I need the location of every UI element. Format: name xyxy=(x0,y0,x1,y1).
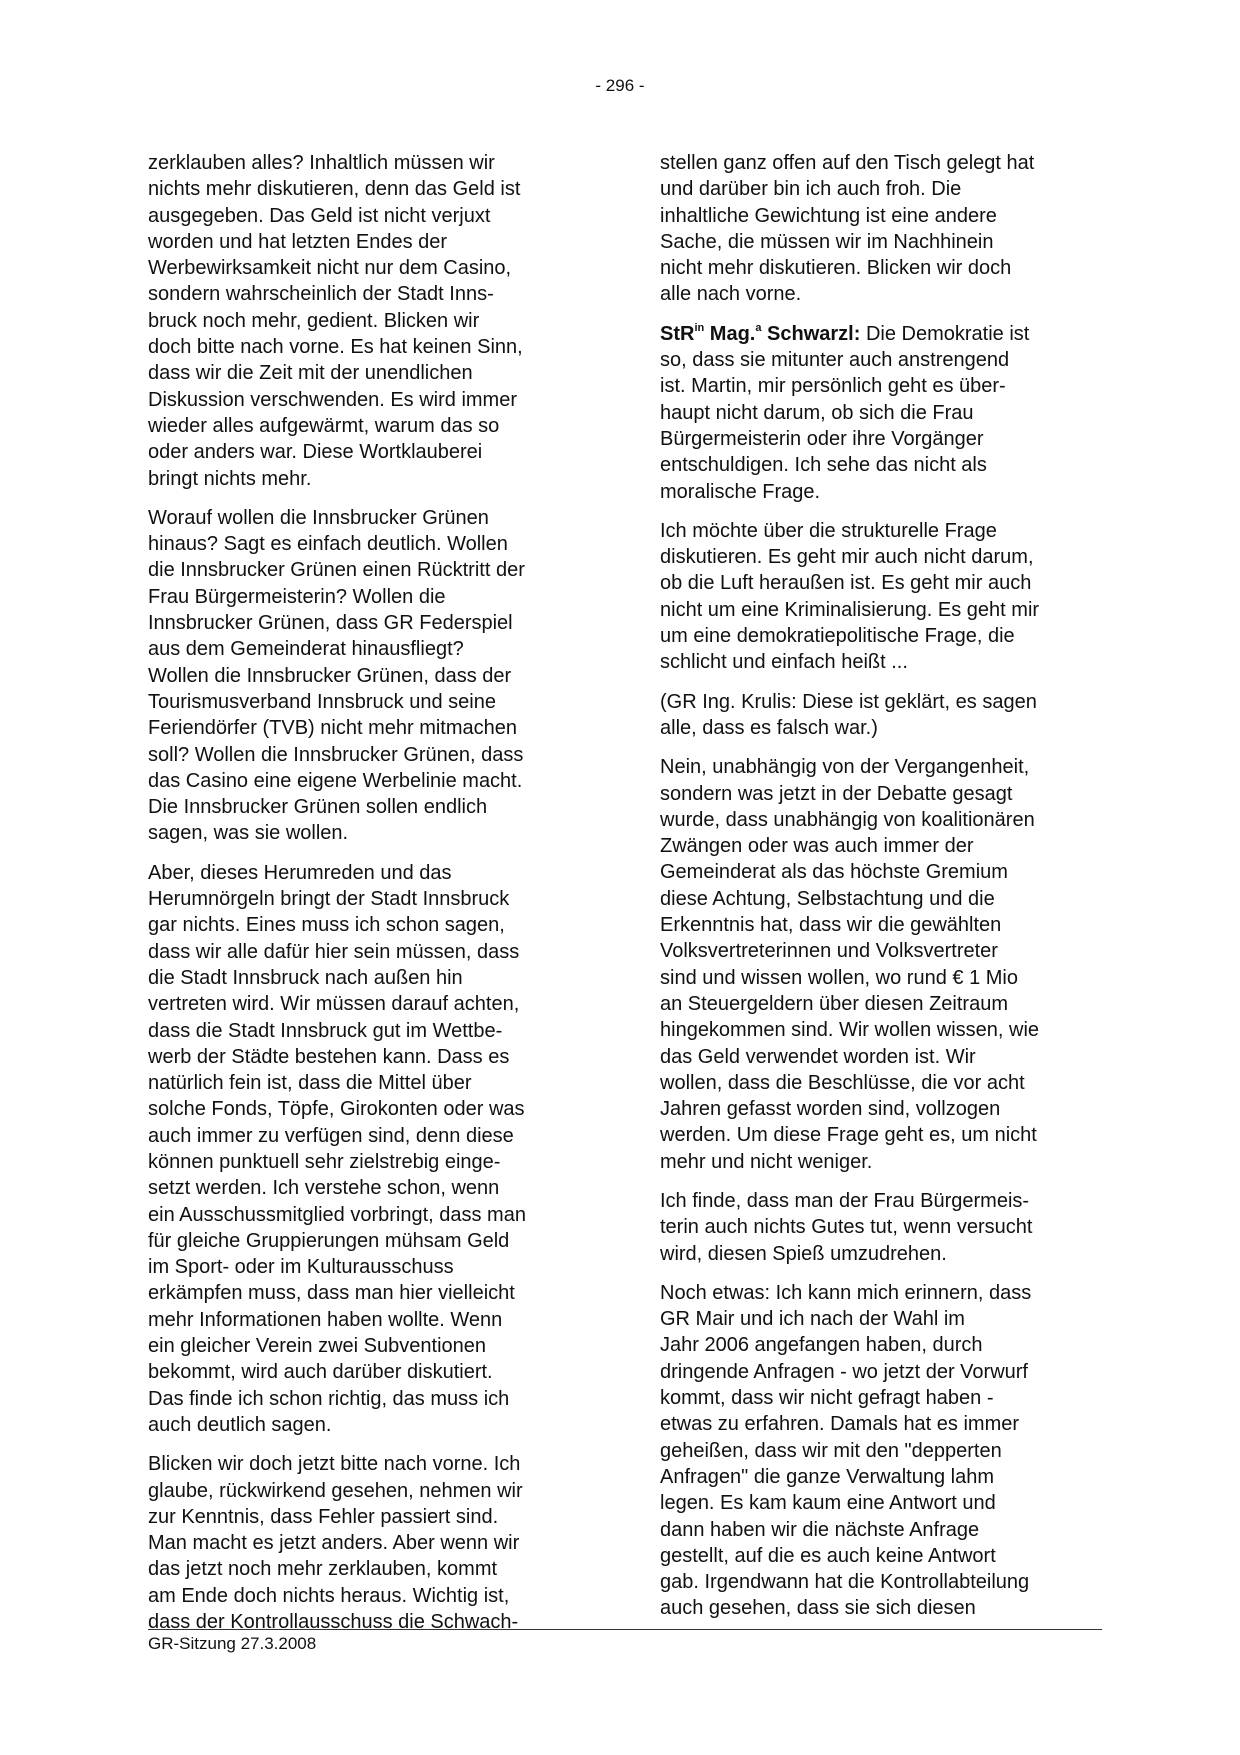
paragraph: zerklauben alles? Inhaltlich müssen wir nichts mehr diskutieren, denn das Geld ist ausgegeben. Das Geld ist nicht verjuxt worden und hat letzten Endes der Werbewirksamkeit nicht nur dem Casino, sondern wahrscheinlich der Stadt Inns- bruck noch mehr, gedient. Blicken wir doch bitte nach vorne. Es hat keinen Sinn, dass wir die Zeit mit der unendlichen Diskussion verschwenden. Es wird immer wieder alles aufgewärmt, warum das so oder anders war. Diese Wortklauberei bringt nichts mehr. xyxy=(148,152,523,490)
speech-text: Die Demokratie ist so, dass sie mitunter auch anstrengend ist. Martin, mir persönlich geht es über- haupt nicht darum, ob sich die Frau Bürgermeisterin oder ihre Vorgänger entschuldigen. Ich sehe das nicht als moralische Frage. xyxy=(660,322,1030,503)
speaker-paragraph xyxy=(660,321,1102,505)
footer-divider xyxy=(148,1629,1102,1630)
paragraph: stellen ganz offen auf den Tisch gelegt hat und darüber bin ich auch froh. Die inhaltliche Gewichtung ist eine andere Sache, die müssen wir im Nachhinein nicht mehr diskutieren. Blicken wir doch alle nach vorne. xyxy=(660,152,1035,306)
paragraph: Ich finde, dass man der Frau Bürgermeis- terin auch nichts Gutes tut, wenn versucht wird, diesen Spieß umzudrehen. xyxy=(660,1189,1033,1265)
page-number: - 296 - xyxy=(595,76,645,95)
paragraph: Worauf wollen die Innsbrucker Grünen hinaus? Sagt es einfach deutlich. Wollen die Innsbrucker Grünen einen Rücktritt der Frau Bürgermeisterin? Wollen die Innsbrucker Grünen, dass GR Federspiel aus dem Gemeinderat hinausfliegt? Wollen die Innsbrucker Grünen, dass der Tourismusverband Innsbruck und seine Feriendörfer (TVB) nicht mehr mitmachen soll? Wollen die Innsbrucker Grünen, dass das Casino eine eigene Werbelinie macht. Die Innsbrucker Grünen sollen endlich sagen, was sie wollen. xyxy=(148,506,525,845)
right-column xyxy=(660,150,1102,1635)
paragraph: Nein, unabhängig von der Vergangenheit, sondern was jetzt in der Debatte gesagt wurde, dass unabhängig von koalitionären Zwängen oder was auch immer der Gemeinderat als das höchste Gremium diese Achtung, Selbstachtung und die Erkenntnis hat, dass wir die gewählten Volksvertreterinnen und Volksvertreter sind und wissen wollen, wo rund € 1 Mio an Steuergeldern über diesen Zeitraum hingekommen sind. Wir wollen wissen, wie das Geld verwendet worden ist. Wir wollen, dass die Beschlüsse, die vor acht Jahren gefasst worden sind, vollzogen werden. Um diese Frage geht es, um nicht mehr und nicht weniger. xyxy=(660,756,1040,1173)
paragraph: Ich möchte über die strukturelle Frage diskutieren. Es geht mir auch nicht darum, ob die Luft heraußen ist. Es geht mir auch nicht um eine Kriminalisierung. Es geht mir um eine demokratiepolitische Frage, die schlicht und einfach heißt ... xyxy=(660,519,1040,674)
left-column xyxy=(148,150,590,1648)
interjection: (GR Ing. Krulis: Diese ist geklärt, es sagen alle, dass es falsch war.) xyxy=(660,690,1037,739)
footer-session-date: GR-Sitzung 27.3.2008 xyxy=(148,1634,317,1653)
speaker-name: StR$^{in}$ Mag.$^a$ Schwarzl: xyxy=(660,321,861,345)
paragraph: Aber, dieses Herumreden und das Herumnörgeln bringt der Stadt Innsbruck gar nichts. Eines muss ich schon sagen, dass wir alle dafür hier sein müssen, dass die Stadt Innsbruck nach außen hin vertreten wird. Wir müssen darauf achten, dass die Stadt Innsbruck gut im Wettbe- werb der Städte bestehen kann. Dass es natürlich fein ist, dass die Mittel über solche Fonds, Töpfe, Girokonten oder was auch immer zu verfügen sind, denn diese können punktuell sehr zielstrebig einge- setzt werden. Ich verstehe schon, wenn ein Ausschussmitglied vorbringt, dass man für gleiche Gruppierungen mühsam Geld im Sport- oder im Kulturausschuss erkämpfen muss, dass man hier vielleicht mehr Informationen haben wollte. Wenn ein gleicher Verein zwei Subventionen bekommt, wird auch darüber diskutiert. Das finde ich schon richtig, das muss ich auch deutlich sagen. xyxy=(148,861,526,1436)
paragraph: Blicken wir doch jetzt bitte nach vorne. Ich glaube, rückwirkend gesehen, nehmen wir zur Kenntnis, dass Fehler passiert sind. Man macht es jetzt anders. Aber wenn wir das jetzt noch mehr zerklauben, kommt am Ende doch nichts heraus. Wichtig ist, dass der Kontrollausschuss die Schwach- xyxy=(148,1453,523,1634)
paragraph: Noch etwas: Ich kann mich erinnern, dass GR Mair und ich nach der Wahl im Jahr 2006 angefangen haben, durch dringende Anfragen - wo jetzt der Vorwurf kommt, dass wir nicht gefragt haben - etwas zu erfahren. Damals hat es immer geheißen, dass wir mit den "depperten Anfragen" die ganze Verwaltung lahm legen. Es kam kaum eine Antwort und dann haben wir die nächste Anfrage gestellt, auf die es auch keine Antwort gab. Irgendwann hat die Kontrollabteilung auch gesehen, dass sie sich diesen xyxy=(660,1281,1032,1620)
